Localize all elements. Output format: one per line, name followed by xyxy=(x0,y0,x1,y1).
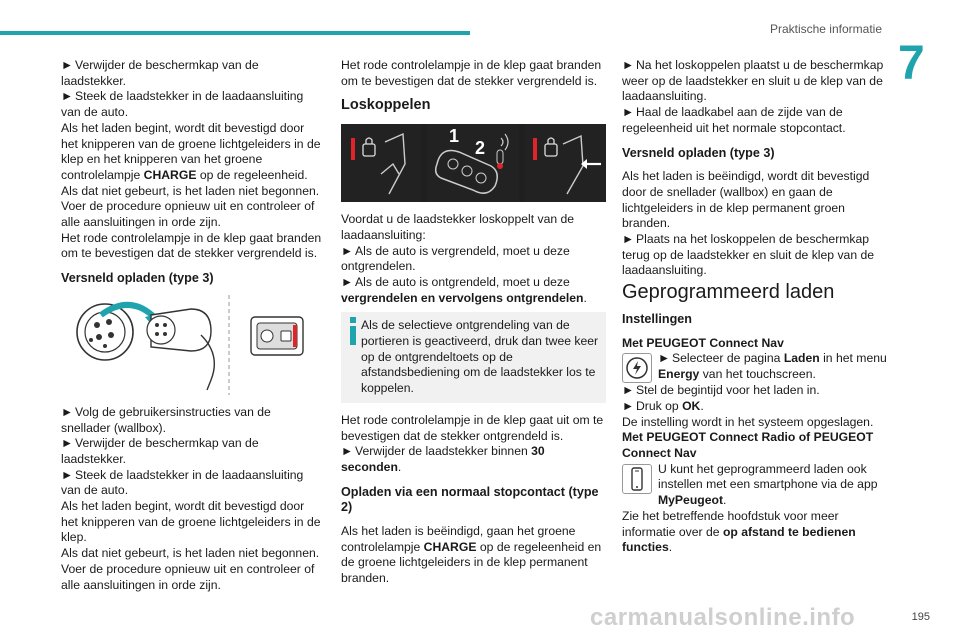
column-3 xyxy=(622,58,890,556)
unplug-figure xyxy=(341,124,606,202)
paragraph: Als het laden begint, wordt dit bevestigd door het knipperen van de groene lichtgeleiders in de klep. xyxy=(61,499,321,545)
nav-heading: Met PEUGEOT Connect Nav xyxy=(622,335,784,350)
bullet: ► Als de auto is ontgrendeld, moet u deze vergrendelen en vervolgens ontgrendelen. xyxy=(341,274,587,305)
column-2 xyxy=(341,58,606,587)
radio-heading: Met PEUGEOT Connect Radio of PEUGEOT Connect Nav xyxy=(622,430,874,461)
bullet: ► Plaats na het loskoppelen de beschermkap terug op de laadstekker en sluit de klep van de laadaansluiting. xyxy=(622,232,875,278)
bullet: ► Na het loskoppelen plaatst u de beschermkap weer op de laadstekker en sluit u de klep van de laadaansluiting. xyxy=(622,58,884,104)
fast-charge-figure xyxy=(61,295,323,395)
paragraph: Als dat niet gebeurt, is het laden niet begonnen. Voer de procedure opnieuw uit en controleer of alle aansluitingen in orde zijn. xyxy=(61,546,320,592)
section-heading: Versneld opladen (type 3) xyxy=(622,145,775,160)
paragraph: Als het laden is beëindigd, wordt dit bevestigd door de snellader (wallbox) en gaan de lichtgeleiders in de klep permanent groen branden. xyxy=(622,169,870,231)
paragraph: Als dat niet gebeurt, is het laden niet begonnen. Voer de procedure opnieuw uit en controleer of alle aansluitingen in orde zijn. xyxy=(61,183,320,230)
energy-step: ► Selecteer de pagina Laden in het menu Energy van het touchscreen. xyxy=(622,351,890,383)
sub-heading: Instellingen xyxy=(622,311,692,326)
section-title: Praktische informatie xyxy=(769,22,882,36)
bullet: ► Stel de begintijd voor het laden in. xyxy=(622,383,820,398)
header-bar xyxy=(0,31,470,35)
paragraph: Voordat u de laadstekker loskoppelt van de laadaansluiting: xyxy=(341,212,575,242)
section-heading: Versneld opladen (type 3) xyxy=(61,271,214,286)
bullet: ► Verwijder de beschermkap van de laadstekker. xyxy=(61,58,259,88)
note-text: Als de selectieve ontgrendeling van de portieren is geactiveerd, druk dan twee keer op de ontgrendeltoets op de afstandsbediening om de laadstekker los te koppelen. xyxy=(361,318,599,396)
section-heading: Opladen via een normaal stopcontact (type 2) xyxy=(341,484,599,515)
energy-icon xyxy=(622,353,652,383)
column-1 xyxy=(61,58,323,593)
step-label-2: 2 xyxy=(475,138,486,159)
page-number: 195 xyxy=(911,611,930,623)
paragraph: Het rode controlelampje in de klep gaat uit om te bevestigen dat de stekker ontgrendeld is. xyxy=(341,412,604,443)
info-note xyxy=(341,312,606,403)
smartphone-icon xyxy=(622,464,652,494)
paragraph: Zie het betreffende hoofdstuk voor meer informatie over de op afstand te bedienen functies. xyxy=(622,508,856,555)
bullet: ► Steek de laadstekker in de laadaansluiting van de auto. xyxy=(61,467,304,498)
paragraph: De instelling wordt in het systeem opgeslagen. xyxy=(622,414,874,429)
step-label-1: 1 xyxy=(449,126,460,147)
app-note: U kunt het geprogrammeerd laden ook instellen met een smartphone via de app MyPeugeot. xyxy=(622,462,890,509)
chapter-number: 7 xyxy=(898,37,925,90)
bullet: ► Volg de gebruikersinstructies van de snellader (wallbox). xyxy=(61,404,271,435)
paragraph: Het rode controlelampje in de klep gaat branden om te bevestigen dat de stekker vergrendeld is. xyxy=(61,230,322,261)
bullet: ► Druk op OK. xyxy=(622,398,704,413)
section-heading: Loskoppelen xyxy=(341,97,431,114)
paragraph: Het rode controlelampje in de klep gaat branden om te bevestigen dat de stekker vergrendeld is. xyxy=(341,58,602,88)
bullet: ► Verwijder de beschermkap van de laadstekker. xyxy=(61,436,259,466)
info-icon xyxy=(347,317,359,345)
bullet: ► Verwijder de laadstekker binnen 30 seconden. xyxy=(341,444,545,474)
bullet: ► Steek de laadstekker in de laadaansluiting van de auto. xyxy=(61,89,304,120)
paragraph: Als het laden begint, wordt dit bevestigd door het knipperen van de groene lichtgeleiders in de klep en het knipperen van het groene controlelampje CHARGE op de regeleenheid. xyxy=(61,120,321,182)
bullet: ► Als de auto is vergrendeld, moet u deze ontgrendelen. xyxy=(341,243,570,274)
bullet: ► Haal de laadkabel aan de zijde van de regeleenheid uit het normale stopcontact. xyxy=(622,105,846,135)
page-title: Geprogrammeerd laden xyxy=(622,281,835,304)
watermark: carmanualsonline.info xyxy=(590,604,856,631)
paragraph: Als het laden is beëindigd, gaan het groene controlelampje CHARGE op de regeleenheid en de groene lichtgeleiders in de klep permanent branden. xyxy=(341,524,602,586)
